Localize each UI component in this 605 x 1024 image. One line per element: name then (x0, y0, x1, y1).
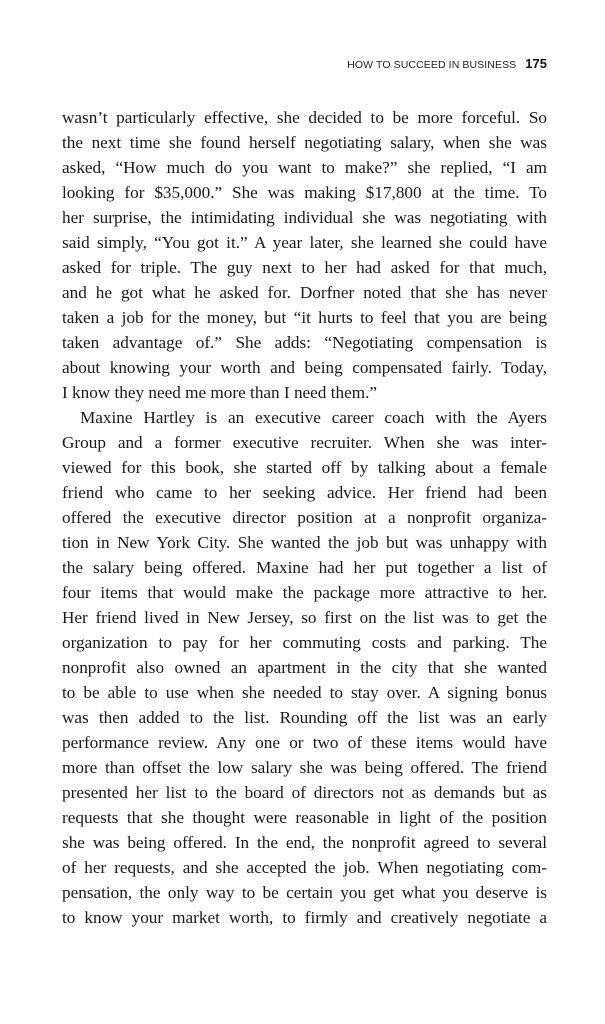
text-line: tion in New York City. She wanted the job but was unhappy with (62, 533, 547, 552)
text-line: Her friend lived in New Jersey, so first on the list was to get the (62, 608, 547, 627)
text-line: to know your market worth, to firmly and creatively negotiate a (62, 908, 547, 927)
text-line: the next time she found herself negotiating salary, when she was (62, 133, 547, 152)
text-line: offered the executive director position at a nonprofit organiza- (62, 508, 547, 527)
text-line: viewed for this book, she started off by talking about a female (62, 458, 547, 477)
text-line: the salary being offered. Maxine had her put together a list of (62, 558, 547, 577)
text-line: her surprise, the intimidating individual she was negotiating with (62, 208, 547, 227)
text-line: of her requests, and she accepted the job. When negotiating com- (62, 858, 547, 877)
text-line: friend who came to her seeking advice. Her friend had been (62, 483, 547, 502)
text-line: requests that she thought were reasonable in light of the position (62, 808, 547, 827)
text-line: nonprofit also owned an apartment in the city that she wanted (62, 658, 547, 677)
body-text (62, 105, 547, 930)
text-line: four items that would make the package more attractive to her. (62, 583, 547, 602)
text-line: looking for $35,000.” She was making $17,800 at the time. To (62, 183, 547, 202)
paragraph (62, 105, 547, 405)
text-line: and he got what he asked for. Dorfner noted that she has never (62, 283, 547, 302)
running-head-title: HOW TO SUCCEED IN BUSINESS (347, 59, 517, 71)
text-line: performance review. Any one or two of these items would have (62, 733, 547, 752)
text-line: said simply, “You got it.” A year later, she learned she could have (62, 233, 547, 252)
text-line: she was being offered. In the end, the nonprofit agreed to several (62, 833, 547, 852)
text-line: organization to pay for her commuting costs and parking. The (62, 633, 547, 652)
text-line: I know they need me more than I need them.” (62, 383, 377, 402)
text-line: presented her list to the board of directors not as demands but as (62, 783, 547, 802)
text-line: asked for triple. The guy next to her had asked for that much, (62, 258, 547, 277)
text-line: wasn’t particularly effective, she decided to be more forceful. So (62, 108, 547, 127)
text-line: to be able to use when she needed to stay over. A signing bonus (62, 683, 547, 702)
text-line: taken advantage of.” She adds: “Negotiating compensation is (62, 333, 547, 352)
text-line: Group and a former executive recruiter. When she was inter- (62, 433, 547, 452)
running-head (347, 56, 547, 71)
text-line: asked, “How much do you want to make?” she replied, “I am (62, 158, 547, 177)
text-line: taken a job for the money, but “it hurts to feel that you are being (62, 308, 547, 327)
text-line: Maxine Hartley is an executive career coach with the Ayers (80, 408, 547, 427)
text-line: more than offset the low salary she was being offered. The friend (62, 758, 547, 777)
text-line: about knowing your worth and being compensated fairly. Today, (62, 358, 547, 377)
text-line: pensation, the only way to be certain you get what you deserve is (62, 883, 547, 902)
paragraph (62, 405, 547, 930)
page-number: 175 (525, 56, 547, 71)
text-line: was then added to the list. Rounding off the list was an early (62, 708, 547, 727)
